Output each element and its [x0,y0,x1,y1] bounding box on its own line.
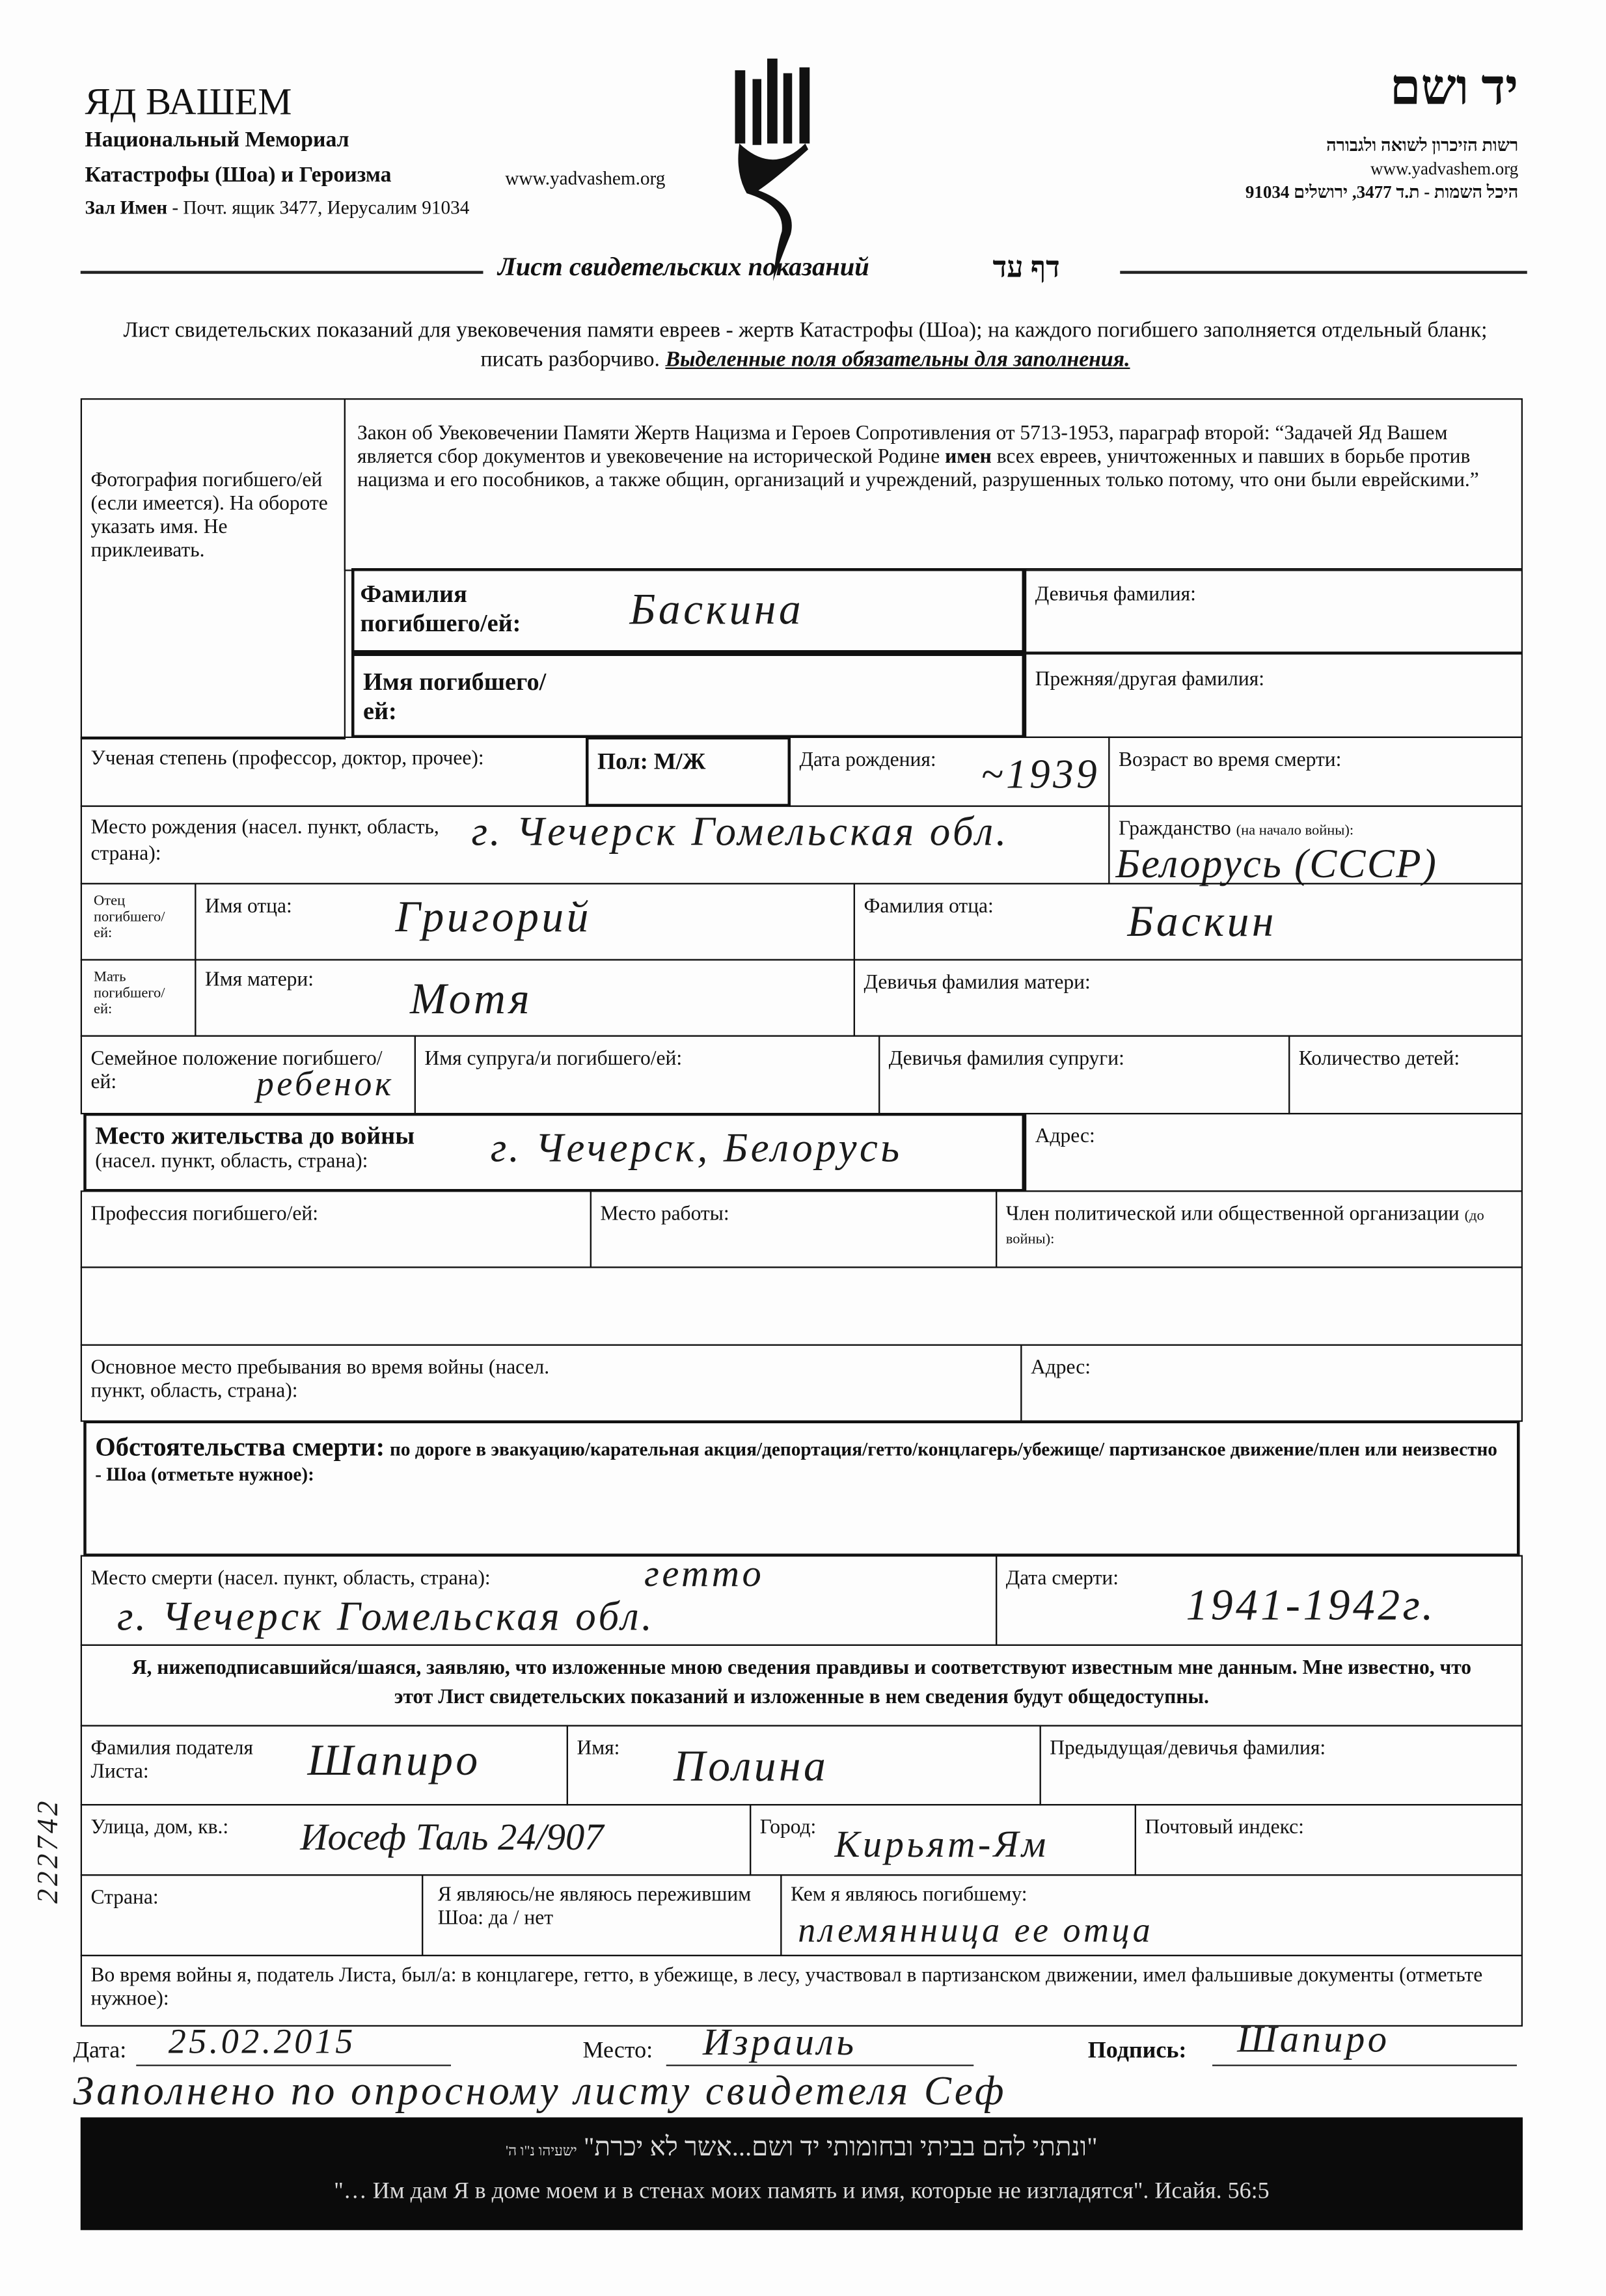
citizenship-sub: (на начало войны): [1236,823,1354,840]
place-line [666,2065,974,2066]
member-sub: (до войны): [1005,1208,1484,1248]
circumstances-options: по дороге в эвакуацию/карательная акция/депортация/гетто/концлагерь/убежище/ партизанское движение/плен или неизвестно - Шоа (отметьте нужное): [95,1438,1497,1485]
mother-side-label: Мать погибшего/ей: [81,959,197,1037]
address1-field[interactable] [1025,1113,1523,1192]
place-label: Место: [582,2038,653,2064]
quote-he-text: "ונתתי להם בביתי ובחומותי יד ושם...אשר לא יכרת" [583,2132,1098,2161]
street-label: Улица, дом, кв.: [90,1817,229,1839]
maiden-label: Девичья фамилия: [1035,584,1196,607]
submitter-name-label: Имя: [577,1738,620,1760]
father-name-value: Григорий [395,893,592,942]
he-url: www.yadvashem.org [1370,158,1519,179]
submitter-surname-value: Шапиро [307,1736,481,1785]
marital-value: ребенок [256,1066,394,1104]
age-label: Возраст во время смерти: [1119,750,1342,772]
city-label: Город: [759,1817,817,1839]
title-rule-left [81,271,483,274]
mother-name-value: Мотя [410,975,532,1024]
date-value[interactable]: 25.02.2015 [168,2023,356,2062]
form-title-he: דף עד [992,252,1060,284]
profession-label: Профессия погибшего/ей: [90,1203,318,1226]
law-text [344,398,1523,571]
residence-sub: (насел. пункт, область, страна): [95,1151,368,1173]
profession-field[interactable] [81,1190,592,1268]
wartime-place-label: Основное место пребывания во время войны (насел. пункт, область, страна): [90,1357,550,1403]
survivor-label: Я являюсь/не являюсь пережившим Шоа: да / нет [437,1884,752,1930]
mother-maiden-label: Девичья фамилия матери: [864,972,1091,994]
citizenship-label: Гражданство [1119,818,1231,841]
father-surname-label: Фамилия отца: [864,896,994,918]
workplace-field[interactable] [590,1190,998,1268]
surname-label: Фамилия погибшего/ей: [360,580,521,637]
degree-field[interactable] [81,737,588,807]
relation-label: Кем я являюсь погибшему: [791,1884,1028,1907]
sign-line [1212,2065,1517,2066]
country-field[interactable] [81,1874,424,1956]
law-1: Закон об Увековечении Памяти Жертв Нацизма и Героев Сопротивления от 5713-1953, параграф второй: “Задачей Яд Вашем является сбор документов и увековечение на исторической Родине [357,423,1448,469]
side-number: 222742 [32,1798,64,1904]
ru-title: ЯД ВАШЕМ [85,80,292,123]
date-label: Дата: [73,2038,127,2064]
quote-he [81,2132,1523,2163]
date-line [136,2065,451,2066]
signature[interactable]: Шапиро [1237,2017,1390,2060]
death-date-label: Дата смерти: [1005,1568,1119,1591]
hall-of-names: Зал Имен [85,196,168,219]
spouse-name-field[interactable] [415,1035,880,1115]
birth-date-label: Дата рождения: [799,750,936,772]
circumstances-field[interactable] [83,1421,1519,1557]
maiden-field[interactable] [1025,568,1523,653]
quote-band [81,2118,1523,2230]
title-rule-right [1120,271,1527,274]
ru-line3 [85,197,470,220]
he-line3: היכל השמות - ת.ד 3477, ירושלים 91034 [1245,182,1519,202]
mother-name-label: Имя матери: [205,969,314,992]
law-bold: имен [945,446,992,469]
degree-label: Ученая степень (профессор, доктор, прочее): [90,748,484,771]
submitter-surname-label: Фамилия подателя Листа: [90,1738,253,1784]
spouse-maiden-label: Девичья фамилия супруги: [888,1048,1124,1071]
spouse-name-label: Имя супруга/и погибшего/ей: [424,1048,683,1071]
quote-ru: "… Им дам Я в доме моем и в стенах моих память и имя, которые не изгладятся". Исайя. 56:5 [334,2179,1270,2204]
death-date-value: 1941-1942г. [1186,1581,1436,1630]
birth-place-label: Место рождения (насел. пункт, область, страна): [90,817,439,866]
survivor-field[interactable] [422,1874,782,1956]
address2-field[interactable] [1020,1345,1523,1422]
father-name-label: Имя отца: [205,896,292,918]
circumstances-label: Обстоятельства смерти: [95,1432,385,1462]
death-place-value-1: гетто [644,1552,765,1595]
wartime-place-field[interactable] [81,1345,1022,1422]
spouse-maiden-field[interactable] [878,1035,1290,1115]
father-side-label: Отец погибшего/ей: [81,883,197,961]
sex-field[interactable] [586,737,791,807]
ru-line1: Национальный Мемориал [85,129,349,152]
blank-row [81,1266,1523,1346]
law-2: всех евреев, уничтоженных и павших в борьбе против нацизма и его пособников, а также общин, организаций и учреждений, разрушенных только потому, что они были еврейскими.” [357,446,1479,492]
first-name-label: Имя погибшего/ей: [363,668,547,725]
intro-required: Выделенные поля обязательны для заполнения. [665,348,1130,372]
workplace-label: Место работы: [600,1203,729,1226]
children-label: Количество детей: [1298,1048,1460,1071]
place-value[interactable]: Израиль [703,2021,857,2064]
url-ru: www.yadvashem.org [505,167,666,189]
ru-line2: Катастрофы (Шоа) и Героизма [85,164,392,187]
relation-value: племянница ее отца [798,1912,1154,1950]
country-label: Страна: [90,1887,159,1909]
birth-place-value: г. Чечерск Гомельская обл. [471,810,1009,855]
marital-label: Семейное положение погибшего/ей: [90,1048,383,1094]
photo-box[interactable] [81,398,346,739]
address2-label: Адрес: [1031,1357,1091,1380]
submitter-wartime-field[interactable] [81,1955,1523,2027]
sex-label: Пол: М/Ж [597,750,706,775]
declaration: Я, нижеподписавшийся/шаяся, заявляю, что изложенные мною сведения правдивы и соответствуют известным мне данным. Мне известно, что этот Лист свидетельских показаний и изложенные в нем сведения будут общедоступны. [81,1645,1523,1727]
birth-date-value: ~1939 [981,752,1100,799]
children-field[interactable] [1288,1035,1523,1115]
death-place-label: Место смерти (насел. пункт, область, страна): [90,1568,491,1591]
submitter-prev-field[interactable] [1040,1725,1523,1806]
form-title: Лист свидетельских показаний [498,252,869,281]
ru-address: - Почт. ящик 3477, Иерусалим 91034 [167,196,470,219]
handwritten-note: Заполнено по опросному листу свидетеля Сеф [73,2069,1007,2114]
sign-label: Подпись: [1087,2038,1187,2064]
other-surname-field[interactable] [1025,653,1523,739]
city-value: Кирьят-Ям [834,1823,1049,1866]
residence-value: г. Чечерск, Белорусь [490,1126,903,1171]
surname-value: Баскина [629,586,804,635]
citizenship-value: Белорусь (СССР) [1115,841,1438,888]
zip-field[interactable] [1135,1804,1523,1876]
quote-he-ref: ישעיהו נ"ו ה' [506,2144,577,2160]
submitter-name-value: Полина [674,1742,829,1791]
father-surname-value: Баскин [1127,897,1277,946]
street-value: Иосеф Таль 24/907 [300,1816,604,1859]
member-label: Член политической или общественной организации [1005,1203,1460,1226]
mother-maiden-field[interactable] [854,959,1523,1037]
intro-text [110,316,1501,375]
he-line1: רשות הזיכרון לשואה ולגבורה [1326,135,1519,156]
death-place-value-2: г. Чечерск Гомельская обл. [117,1594,655,1640]
address1-label: Адрес: [1035,1126,1095,1148]
intro-main: Лист свидетельских показаний для увековечения памяти евреев - жертв Катастрофы (Шоа); на каждого погибшего заполняется отдельный бланк; писать разборчиво. [123,319,1488,372]
first-name-field[interactable] [351,653,1025,739]
residence-label: Место жительства до войны [95,1121,415,1150]
submitter-wartime-label: Во время войны я, податель Листа, был/а: в концлагере, гетто, в убежище, в лесу, участвовал в партизанском движении, имел фальшивые документы (отметьте нужное): [90,1965,1483,2011]
he-title: יד ושם [1389,61,1519,116]
submitter-prev-label: Предыдущая/девичья фамилия: [1050,1738,1326,1760]
photo-label: Фотография погибшего/ей (если имеется). На обороте указать имя. Не приклеивать. [90,470,328,562]
member-field[interactable] [996,1190,1523,1268]
zip-label: Почтовый индекс: [1145,1817,1304,1839]
other-surname-label: Прежняя/другая фамилия: [1035,669,1264,691]
age-field[interactable] [1108,737,1523,807]
